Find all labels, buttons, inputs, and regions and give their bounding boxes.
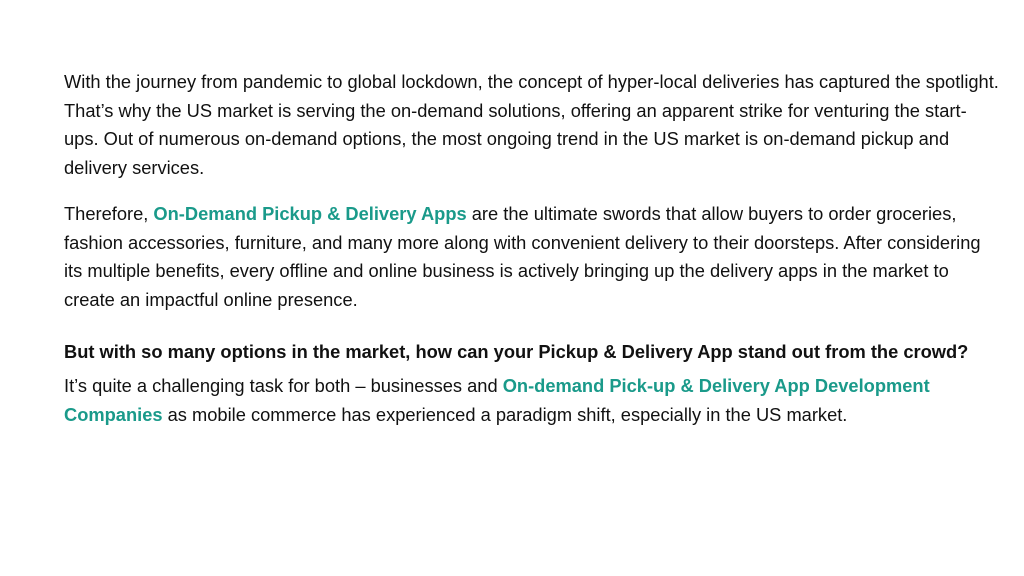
- question-heading: But with so many options in the market, how can your Pickup & Delivery App stand out from the crowd?: [64, 341, 969, 362]
- challenge-paragraph: [64, 372, 999, 429]
- apps-paragraph-lead: Therefore,: [64, 203, 154, 224]
- challenge-paragraph-lead: It’s quite a challenging task for both – businesses and: [64, 375, 503, 396]
- intro-paragraph: With the journey from pandemic to global lockdown, the concept of hyper-local deliveries has captured the spotlight. That’s why the US market is serving the on-demand solutions, offering an apparent strike for venturing the start-ups. Out of numerous on-demand options, the most ongoing trend in the US market is on-demand pickup and delivery services.: [64, 71, 999, 178]
- on-demand-apps-link[interactable]: On-Demand Pickup & Delivery Apps: [153, 203, 467, 224]
- apps-paragraph-rest: are the ultimate swords that allow buyers to order groceries, fashion accessories, furniture, and many more along with convenient delivery to their doorsteps. After considering its multiple benefits, every offline and online business is actively bringing up the delivery apps in the market to create an impactful online presence.: [64, 203, 981, 310]
- challenge-paragraph-rest: as mobile commerce has experienced a paradigm shift, especially in the US market.: [162, 403, 848, 425]
- development-companies-link[interactable]: On-demand Pick-up & Delivery App Development Companies: [64, 375, 930, 425]
- apps-paragraph: [64, 200, 999, 314]
- document-body: [64, 68, 999, 429]
